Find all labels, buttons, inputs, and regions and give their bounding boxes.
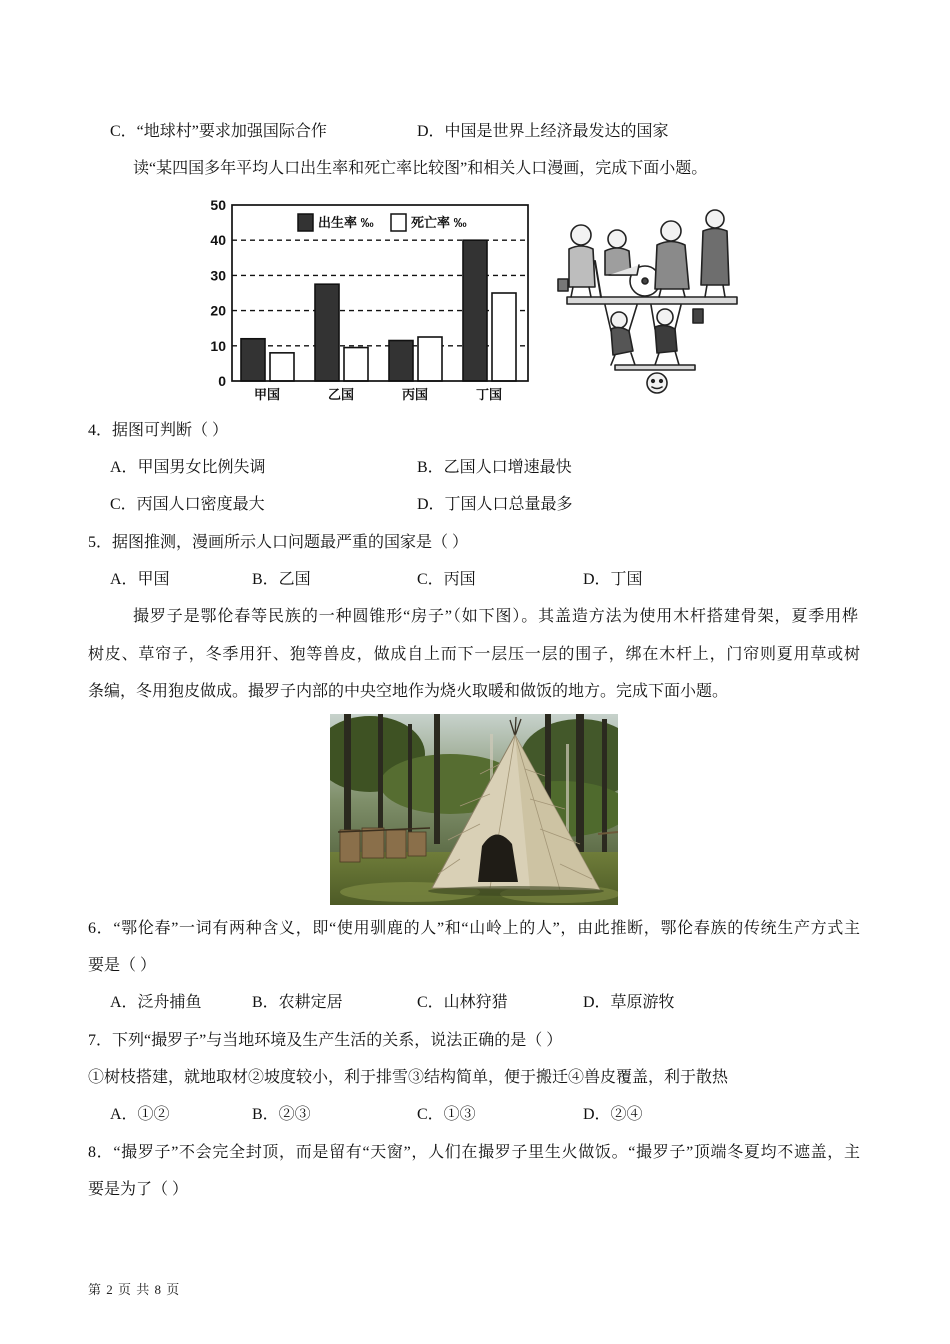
bar-birth-rate-3	[389, 341, 413, 381]
bar-death-rate-3	[418, 337, 442, 381]
legend-swatch-birth-rate	[298, 214, 313, 231]
passage-line-2: 树皮、草帘子，冬季用犴、狍等兽皮，做成自上而下一层压一层的围子，绑在木杆上，门帘则夏用草或树	[88, 646, 860, 663]
q4-option-b: B．乙国人口增速最快	[417, 459, 572, 476]
y-tick-label-50: 50	[210, 197, 226, 213]
bar-death-rate-4	[492, 293, 516, 381]
q5-option-a: A．甲国	[110, 571, 170, 588]
legend-swatch-death-rate	[391, 214, 406, 231]
x-category-label-1: 甲国	[253, 387, 281, 402]
q6-option-d: D．草原游牧	[583, 994, 675, 1011]
q6-option-b: B．农耕定居	[252, 994, 343, 1011]
q6-stem-line-2: 要是（ ）	[88, 957, 157, 974]
q5-option-d: D．丁国	[583, 571, 643, 588]
q6-stem-line-1: 6．“鄂伦春”一词有两种含义，即“使用驯鹿的人”和“山岭上的人”，由此推断，鄂伦春族的传统生产方式主	[88, 920, 860, 937]
bar-birth-rate-4	[463, 240, 487, 381]
q8-stem-line-2: 要是为了（ ）	[88, 1181, 189, 1198]
q7-option-a: A．①②	[110, 1106, 170, 1123]
q5-option-b: B．乙国	[252, 571, 311, 588]
q5-option-c: C．丙国	[417, 571, 476, 588]
x-category-label-4: 丁国	[475, 387, 503, 402]
bar-birth-rate-1	[241, 339, 265, 381]
page-number-footer: 第 2 页 共 8 页	[88, 1282, 181, 1297]
x-category-label-3: 丙国	[401, 387, 429, 402]
q7-statements: ①树枝搭建，就地取材②坡度较小，利于排雪③结构简单，便于搬迁④兽皮覆盖，利于散热	[88, 1069, 729, 1086]
cuoluozi-tent-photo-icon	[330, 714, 618, 905]
q7-stem: 7．下列“撮罗子”与当地环境及生产生活的关系，说法正确的是（ ）	[88, 1032, 563, 1049]
q3-option-d: D．中国是世界上经济最发达的国家	[417, 123, 669, 140]
x-category-label-2: 乙国	[327, 387, 355, 402]
q6-option-a: A．泛舟捕鱼	[110, 994, 202, 1011]
legend-label-death-rate: 死亡率 ‰	[411, 215, 467, 230]
legend-label-birth-rate: 出生率 ‰	[318, 215, 374, 230]
y-tick-label-20: 20	[210, 302, 226, 319]
q4-option-d: D．丁国人口总量最多	[417, 496, 573, 513]
q7-option-b: B．②③	[252, 1106, 311, 1123]
q7-option-c: C．①③	[417, 1106, 476, 1123]
y-tick-label-0: 0	[218, 373, 226, 389]
q4-stem: 4．据图可判断（ ）	[88, 422, 229, 439]
q4-option-c: C．丙国人口密度最大	[110, 496, 265, 513]
q6-option-c: C．山林狩猎	[417, 994, 508, 1011]
passage-line-1: 撮罗子是鄂伦春等民族的一种圆锥形“房子”（如下图）。其盖造方法为使用木杆搭建骨架，夏季用桦	[133, 608, 858, 625]
population-aging-cartoon-icon	[553, 205, 740, 398]
chart-intro-text: 读“某四国多年平均人口出生率和死亡率比较图”和相关人口漫画，完成下面小题。	[133, 160, 708, 177]
y-tick-label-30: 30	[210, 267, 226, 284]
bar-death-rate-1	[270, 353, 294, 381]
bar-death-rate-2	[344, 348, 368, 381]
y-tick-label-40: 40	[210, 232, 226, 249]
q4-option-a: A．甲国男女比例失调	[110, 459, 266, 476]
passage-line-3: 条编，冬用狍皮做成。撮罗子内部的中央空地作为烧火取暖和做饭的地方。完成下面小题。	[88, 683, 729, 700]
y-tick-label-10: 10	[210, 337, 226, 354]
q8-stem-line-1: 8．“撮罗子”不会完全封顶，而是留有“天窗”，人们在撮罗子里生火做饭。“撮罗子”顶端冬夏均不遮盖，主	[88, 1144, 860, 1161]
q5-stem: 5．据图推测，漫画所示人口问题最严重的国家是（ ）	[88, 534, 469, 551]
birth-death-rate-chart	[200, 195, 535, 407]
q7-option-d: D．②④	[583, 1106, 643, 1123]
q3-option-c: C．“地球村”要求加强国际合作	[110, 123, 327, 140]
bar-birth-rate-2	[315, 284, 339, 381]
